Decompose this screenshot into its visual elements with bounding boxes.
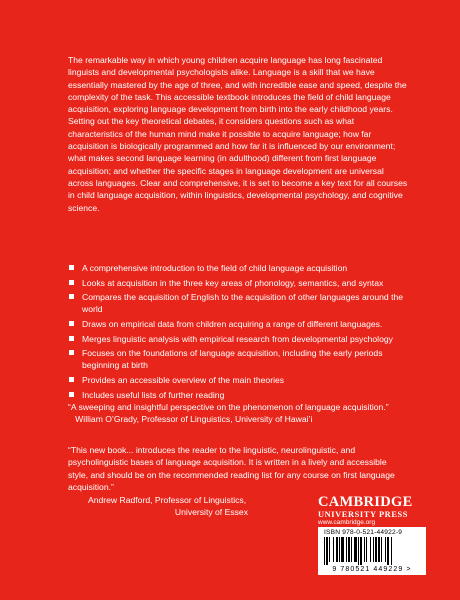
square-bullet-icon [69,392,74,397]
barcode-bar [329,537,330,562]
feature-text: Draws on empirical data from children acquiring a range of different languages. [82,318,383,329]
barcode-bar [358,537,359,565]
barcode-bar [381,537,382,562]
quote-attribution: William O’Grady, Professor of Linguistics, University of Hawai’i [75,414,313,425]
feature-list [68,262,408,403]
publisher-press: UNIVERSITY PRESS [318,510,409,519]
publisher-name: CAMBRIDGE [318,494,413,510]
quote-attribution-radford [88,494,288,519]
feature-item [68,333,408,345]
barcode-bar [326,537,328,565]
barcode-bar [354,537,357,562]
square-bullet-icon [69,336,74,341]
feature-text: Merges linguistic analysis with empirical research from developmental psychology [82,333,393,344]
barcode-bar [370,537,371,562]
book-description: The remarkable way in which young children acquire language has long fascinated linguists and developmental psychologists alike. Language is a skill that we have essentially mastered by the age of three, and with incredible ease and speed, despite the complexity of the task. This accessible textbook introduces the field of child language acquisition, exploring language development from birth into the early childhood years. Setting out the key theoretical debates, it considers questions such as what characteristics of the human mind make it possible to acquire language; how far acquisition is biologically programmed and how far it is influenced by our environment; what makes second language learning (in adulthood) different from first language acquisition; and whether the specific stages in language development are universal across languages. Clear and comprehensive, it is set to become a key text for all courses in child language acquisition, within linguistics, developmental psychology, and cognitive science. [68,55,408,213]
feature-text: Focuses on the foundations of language acquisition, including the early periods beginning at birth [82,348,383,371]
barcode-digits: 9 780521 449229 > [332,566,412,573]
barcode-panel [318,527,426,575]
feature-text: A comprehensive introduction to the field of child language acquisition [82,263,348,273]
attribution-line: Andrew Radford, Professor of Linguistics, [88,495,247,505]
quote-text: “A sweeping and insightful perspective on the phenomenon of language acquisition.” [68,402,389,412]
feature-item [68,389,408,401]
feature-text: Compares the acquisition of English to the acquisition of other languages around the world [82,292,404,315]
feature-item [68,277,408,289]
barcode-bar [366,537,367,562]
barcode-bar [348,537,350,562]
feature-text: Includes useful lists of further reading [82,389,225,400]
barcode-bar [336,537,338,562]
feature-text: Provides an accessible overview of the main theories [82,374,285,385]
barcode-bar [339,537,340,562]
feature-item [68,347,408,371]
isbn-label: ISBN 978-0-521-44922-9 [324,529,403,536]
barcode-bar [387,537,389,565]
feature-text: Looks at acquisition in the three key areas of phonology, semantics, and syntax [82,277,384,288]
barcode-bar [385,537,386,562]
barcode-bar [351,537,352,562]
square-bullet-icon [69,265,74,270]
square-bullet-icon [69,280,74,285]
barcode-bar [364,537,365,562]
barcode-icon [324,537,420,565]
barcode-bar [375,537,377,562]
barcode-bar [333,537,334,562]
feature-item [68,318,408,330]
review-quote-radford [68,444,408,493]
barcode-bar [378,537,380,562]
quote-text: “This new book... introduces the reader to the linguistic, neurolinguistic, and psycholinguistic bases of language acquisition. It is written in a lively and accessible style, and should be on the recommended reading list for any course on first language acquisition.” [68,445,395,492]
publisher-url: www.cambridge.org [318,519,376,526]
review-quote-ogrady [68,401,408,426]
attribution-line: University of Essex [174,507,248,518]
barcode-bar [324,537,325,565]
feature-item [68,262,408,274]
barcode-bar [346,537,347,562]
square-bullet-icon [69,377,74,382]
barcode-bar [360,537,362,565]
barcode-bar [373,537,374,562]
feature-item [68,374,408,386]
barcode-bar [391,537,392,565]
publisher-logo [318,495,428,527]
feature-item [68,291,408,315]
square-bullet-icon [69,321,74,326]
barcode-bar [341,537,344,562]
square-bullet-icon [69,350,74,355]
square-bullet-icon [69,294,74,299]
